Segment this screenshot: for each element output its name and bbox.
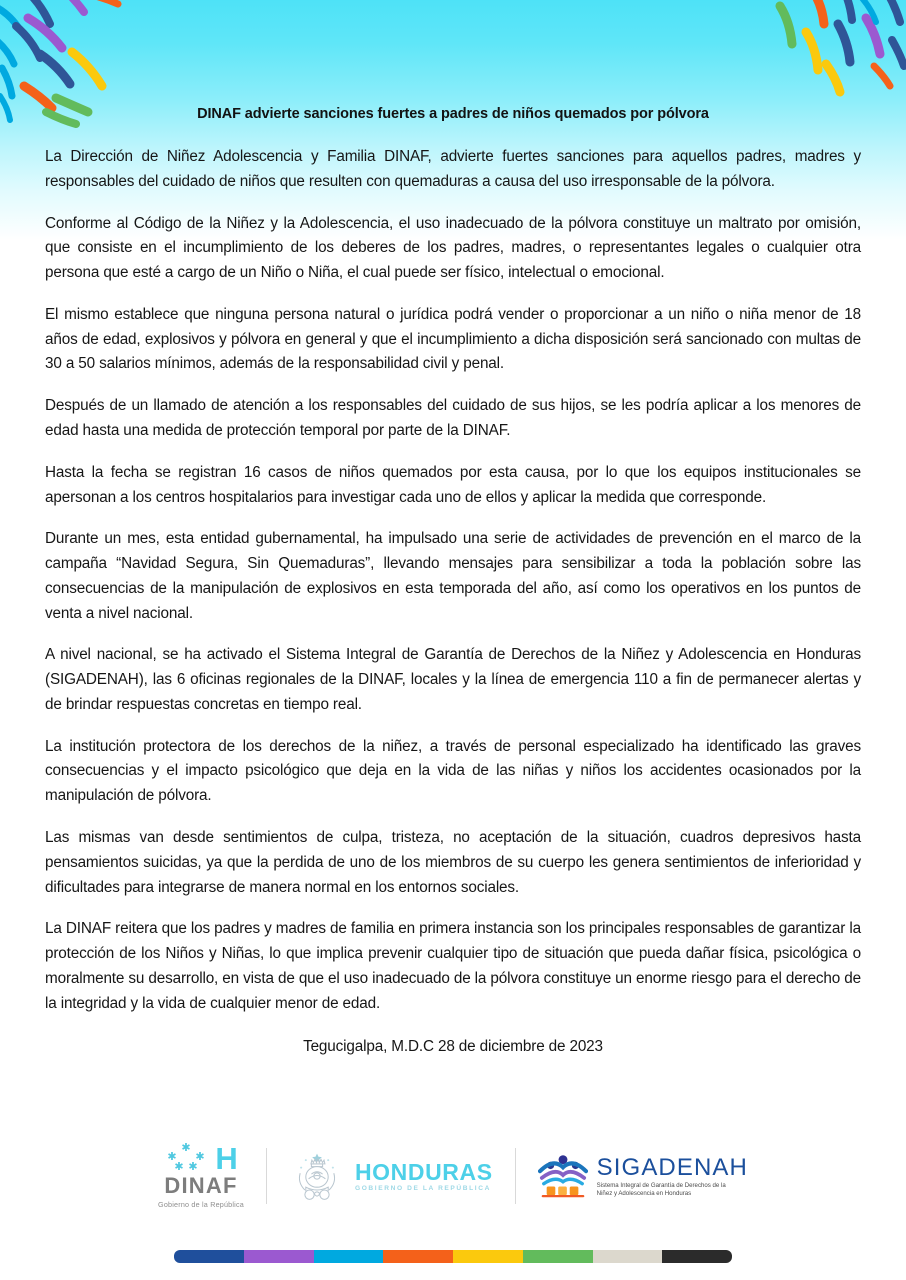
color-bar-segment-green xyxy=(523,1250,593,1263)
logo-sigadenah xyxy=(516,1152,770,1200)
color-bar-segment-cyan xyxy=(314,1250,384,1263)
color-bar-segment-orange xyxy=(383,1250,453,1263)
dinaf-wordmark: DINAF xyxy=(164,1173,238,1198)
paragraph: La institución protectora de los derechos de la niñez, a través de personal especializado ha identificado las graves consecuencias y el impacto psicológico que deja en la vida de las niñas y niños los accidentes ocasionados por la manipulación de pólvora. xyxy=(45,737,861,805)
honduras-wordmark: HONDURAS xyxy=(354,1159,493,1185)
dateline: Tegucigalpa, M.D.C 28 de diciembre de 2023 xyxy=(303,1038,603,1056)
sigadenah-wordmark: SIGADENAH xyxy=(596,1153,748,1181)
paragraph: La DINAF reitera que los padres y madres de familia en primera instancia son los principales responsables de garantizar la protección de los Niños y Niñas, lo que implica prevenir cualquier tipo de situación que pueda dañar física, psicológica o moralmente su desarrollo, en vista de que el uso inadecuado de la pólvora constituye un enorme riesgo para el derecho de la integridad y la vida de cualquier menor de edad. xyxy=(45,920,861,1012)
five-stars-icon: ✱ ✱ ✱ ✱ ✱ xyxy=(167,1142,205,1173)
color-bar-segment-yellow xyxy=(453,1250,523,1263)
sigadenah-people-icon xyxy=(538,1152,588,1200)
color-bar-segment-purple xyxy=(244,1250,314,1263)
color-bar-segment-blue xyxy=(174,1250,244,1263)
dinaf-h-letter: H xyxy=(215,1140,237,1176)
sigadenah-subtitle: Sistema Integral de Garantía de Derechos de la Niñez y Adolescencia en Honduras xyxy=(596,1181,726,1197)
footer-color-bar xyxy=(174,1250,732,1263)
logo-dinaf xyxy=(136,1140,266,1209)
paragraph: Durante un mes, esta entidad gubernamental, ha impulsado una serie de actividades de prevención en el marco de la campaña “Navidad Segura, Sin Quemaduras”, llevando mensajes para sensibilizar a toda la población sobre las consecuencias de la manipulación de explosivos en esta temporada del año, así como los operativos en los puntos de venta a nivel nacional. xyxy=(45,530,861,622)
color-bar-segment-beige xyxy=(593,1250,663,1263)
logo-row xyxy=(0,1128,906,1224)
color-bar-segment-black xyxy=(662,1250,732,1263)
logo-honduras xyxy=(267,1145,515,1207)
paragraph: El mismo establece que ninguna persona natural o jurídica podrá vender o proporcionar a un niño o niña menor de 18 años de edad, explosivos y pólvora en general y que el incumplimiento a dicha disposición será sancionado con multas de 30 a 50 salarios mínimos, además de la responsabilidad civil y penal. xyxy=(45,305,861,373)
paragraph: Hasta la fecha se registran 16 casos de niños quemados por esta causa, por lo que los equipos institucionales se apersonan a los centros hospitalarios para investigar cada uno de ellos y aplicar la medida que corresponde. xyxy=(45,463,861,506)
dinaf-subtitle: Gobierno de la República xyxy=(158,1200,244,1209)
honduras-subtitle: GOBIERNO DE LA REPÚBLICA xyxy=(354,1185,491,1192)
page-title: DINAF advierte sanciones fuertes a padres de niños quemados por pólvora xyxy=(197,106,709,122)
paragraph: Después de un llamado de atención a los responsables del cuidado de sus hijos, se les podría aplicar a los menores de edad hasta una medida de protección temporal por parte de la DINAF. xyxy=(45,397,861,440)
paragraph: La Dirección de Niñez Adolescencia y Familia DINAF, advierte fuertes sanciones para aquellos padres, madres y responsables del cuidado de niños que resulten con quemaduras a causa del uso irresponsable de la pólvora. xyxy=(45,148,861,190)
honduras-coat-of-arms-icon xyxy=(289,1145,345,1207)
paragraph: A nivel nacional, se ha activado el Sistema Integral de Garantía de Derechos de la Niñez y Adolescencia en Honduras (SIGADENAH), las 6 oficinas regionales de la DINAF, locales y la línea de emergencia 110 a fin de permanecer alertas y de brindar respuestas concretas en tiempo real. xyxy=(45,646,861,713)
paragraph: Conforme al Código de la Niñez y la Adolescencia, el uso inadecuado de la pólvora constituye un maltrato por omisión, que consiste en el incumplimiento de los deberes de los padres, madres, o representantes legales o cualquier otra persona que esté a cargo de un Niño o Niña, el cual puede ser físico, intelectual o emocional. xyxy=(45,214,861,282)
paragraph: Las mismas van desde sentimientos de culpa, tristeza, no aceptación de la situación, cuadros depresivos hasta pensamientos suicidas, ya que la perdida de uno de los miembros de su cuerpo les genera sentimientos de inferioridad y dificultades para integrarse de manera normal en los entornos sociales. xyxy=(45,828,861,896)
